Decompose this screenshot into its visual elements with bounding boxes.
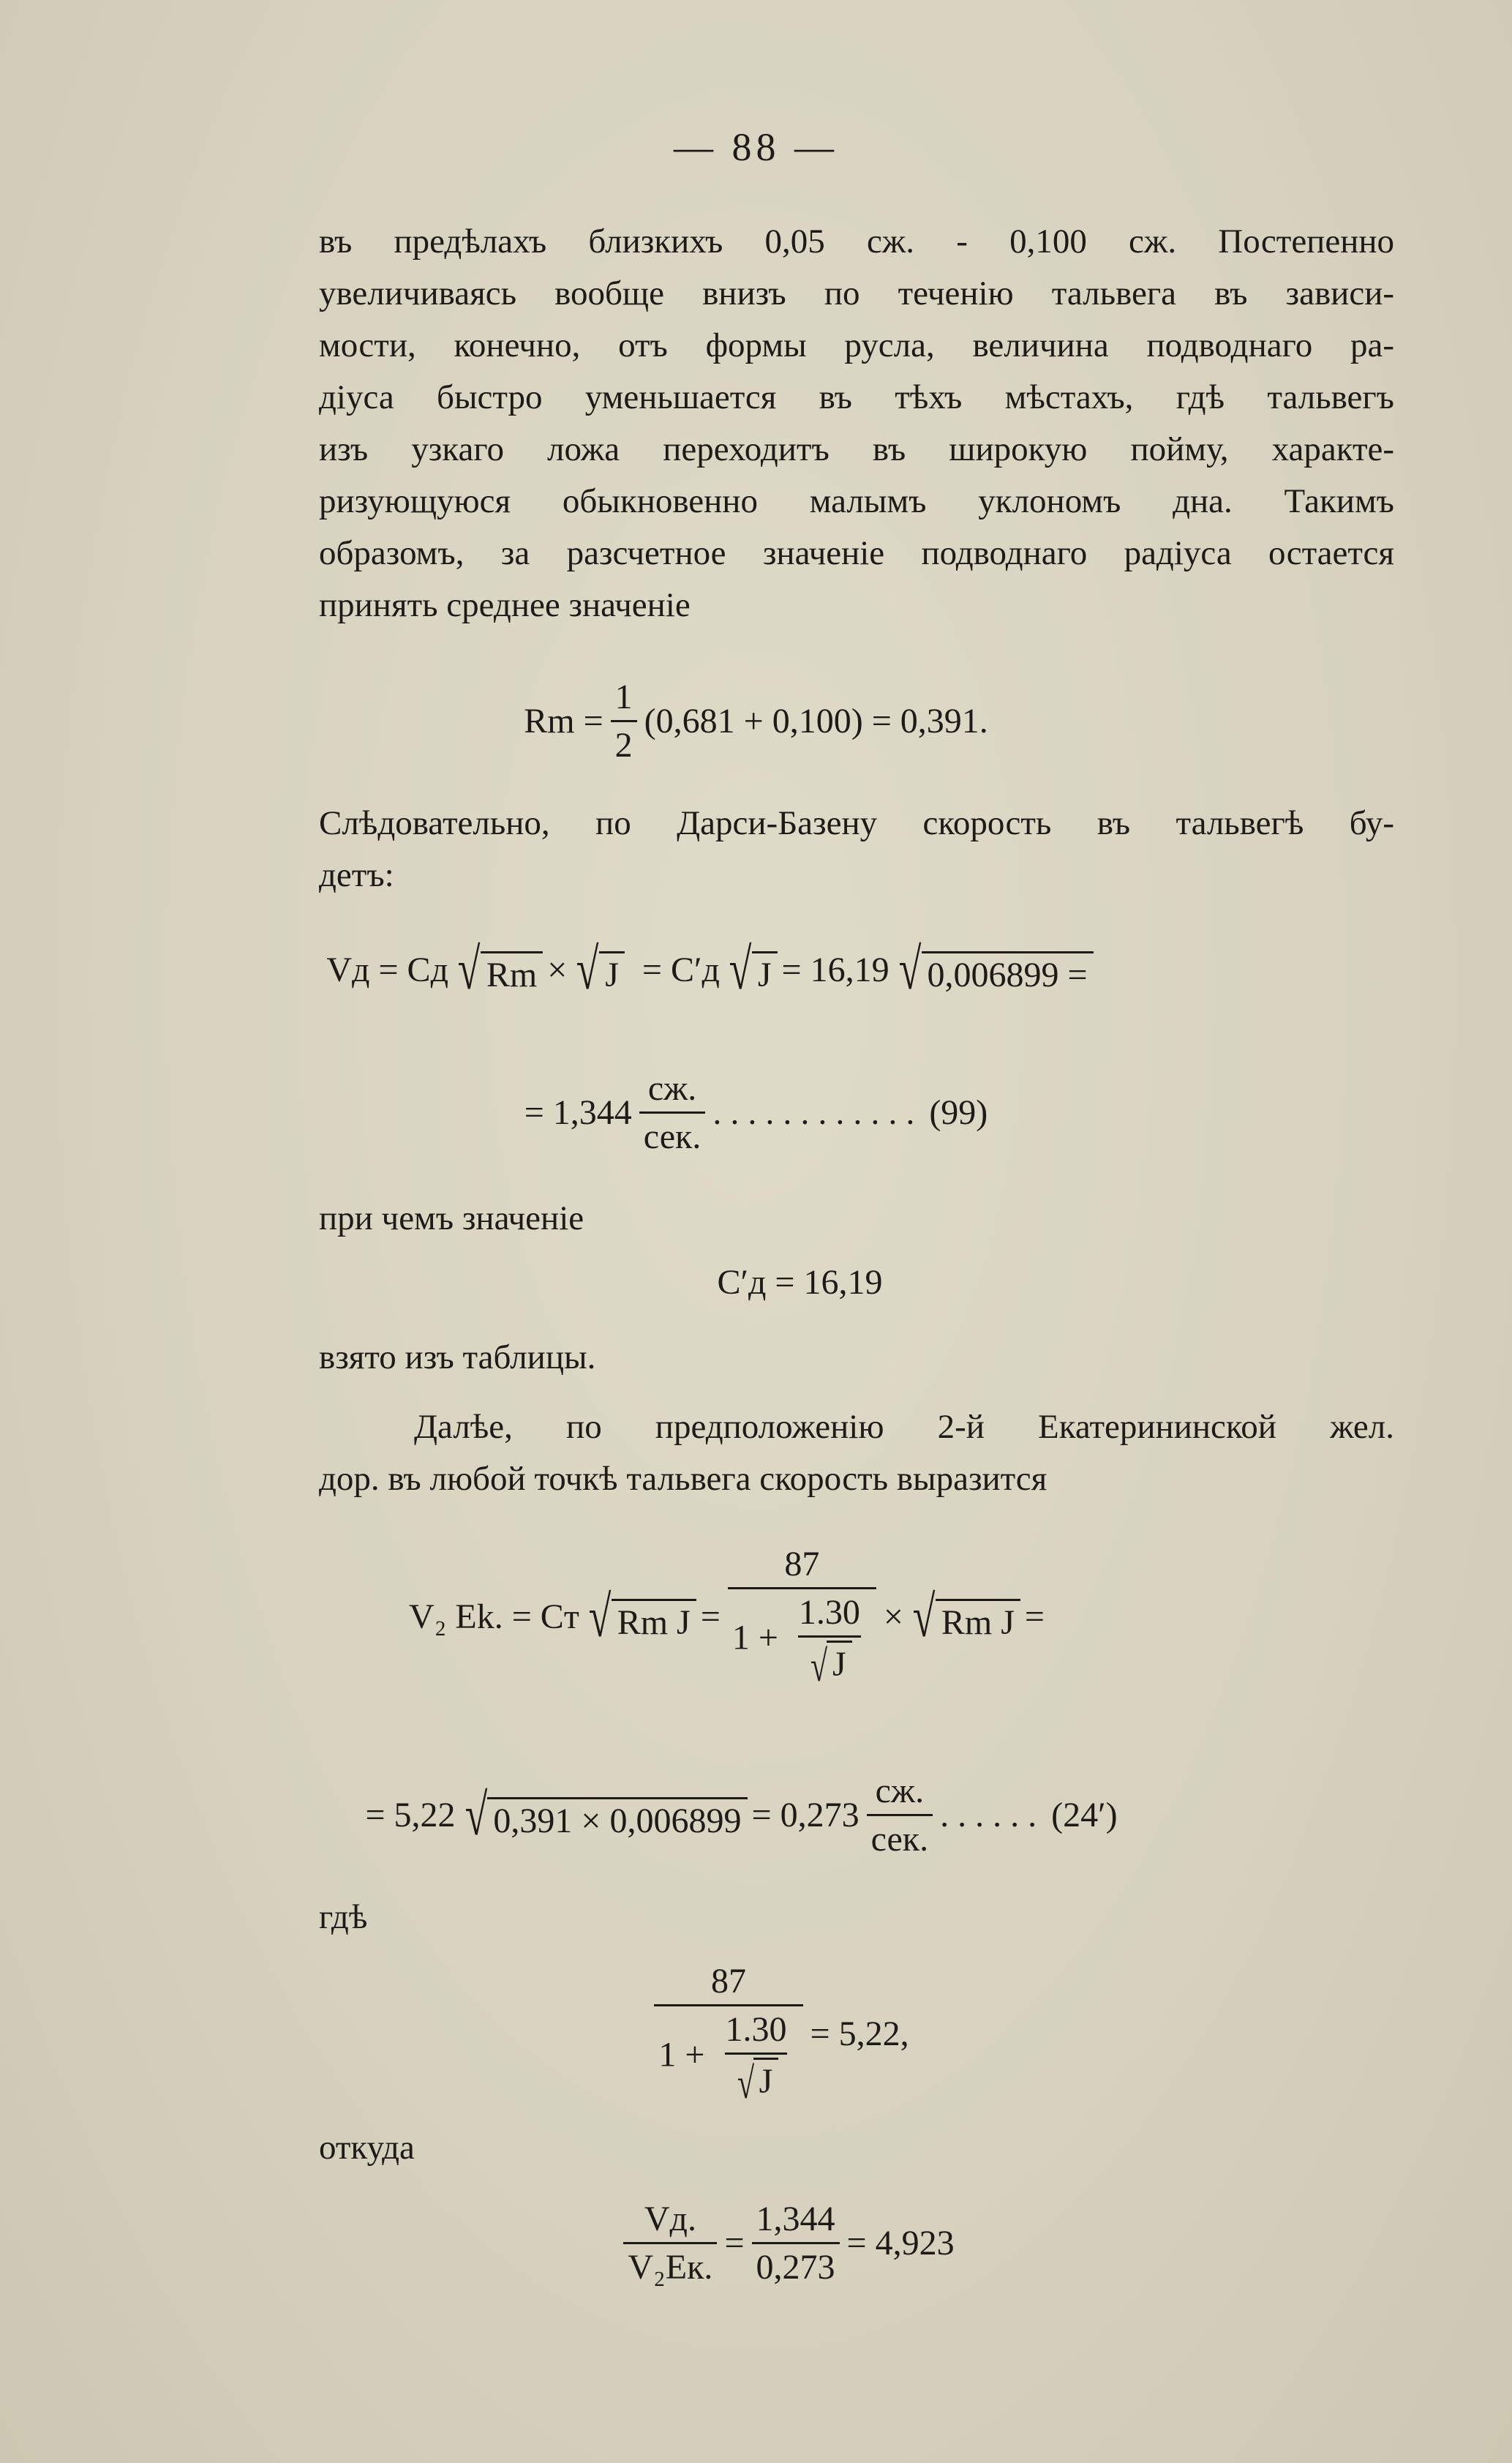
equation-24 bbox=[0, 1771, 1497, 1859]
text-line: діуса быстро уменьшается въ тѣхъ мѣстахъ, гдѣ тальвегъ bbox=[319, 378, 1394, 416]
radical-j: √ J bbox=[571, 944, 625, 995]
times-sign: × bbox=[883, 1597, 903, 1636]
equation-label: (24′) bbox=[1051, 1796, 1118, 1834]
text-line: ризующуюся обыкновенно малымъ уклономъ дна. Такимъ bbox=[319, 482, 1394, 520]
text-line: Слѣдовательно, по Дарси-Базену скорость въ тальвегѣ бу- bbox=[319, 804, 1394, 842]
text-line: Далѣе, по предположенію 2-й Екатерининской жел. bbox=[414, 1408, 1394, 1446]
eq-vd-value: = 16,19 bbox=[781, 950, 889, 989]
eq-v2-lhs: V₂ Ek. = Cт bbox=[409, 1597, 579, 1636]
radical-rmj-2: √ Rm J bbox=[908, 1592, 1020, 1643]
text-pri bbox=[319, 1193, 1394, 1245]
fraction-denominator bbox=[728, 1587, 876, 1690]
radical-arg: J bbox=[752, 951, 778, 995]
den-part: 1 + bbox=[658, 2035, 705, 2074]
equals-sign: = bbox=[700, 1597, 721, 1636]
leader-dots: . . . . . . . . . . . . bbox=[712, 1093, 915, 1132]
text-otkuda bbox=[319, 2122, 1394, 2174]
eq-ratio-rhs: = 4,923 bbox=[846, 2224, 955, 2263]
text-gde bbox=[319, 1892, 1394, 1943]
leader-dots: . . . . . . bbox=[940, 1796, 1037, 1834]
equals-sign: = bbox=[1024, 1597, 1045, 1636]
fraction-denominator: √ J bbox=[725, 2052, 788, 2107]
fraction-numerator: 87 bbox=[710, 1962, 746, 2001]
den-part: 1 + bbox=[731, 1618, 778, 1657]
fraction-numerator: 87 bbox=[784, 1545, 820, 1583]
times-sign: × bbox=[547, 950, 568, 989]
fraction-half bbox=[611, 677, 637, 765]
text-line: взято изъ таблицы. bbox=[319, 1338, 596, 1376]
paragraph-2 bbox=[319, 798, 1394, 901]
text-line: изъ узкаго ложа переходитъ въ широкую пойму, характе- bbox=[319, 430, 1394, 468]
radical-rmj: √ Rm J bbox=[584, 1592, 696, 1643]
equation-99 bbox=[0, 1068, 1512, 1157]
equation-522 bbox=[22, 1961, 1512, 2107]
fraction-denominator: V₂Ек. bbox=[623, 2242, 717, 2287]
text-vzyato bbox=[319, 1332, 1394, 1384]
fraction-inner bbox=[721, 2009, 791, 2107]
paragraph-1 bbox=[319, 216, 1394, 631]
radical-product: √ 0,391 × 0,006899 bbox=[460, 1790, 748, 1841]
fraction-numerator: Vд. bbox=[644, 2200, 696, 2238]
radical-arg: J bbox=[753, 2058, 779, 2102]
equals-sign: = bbox=[724, 2224, 745, 2263]
eq-24-lhs: = 5,22 bbox=[365, 1796, 456, 1834]
page-number: — 88 — bbox=[674, 125, 838, 169]
fraction-denominator: √ J bbox=[798, 1635, 861, 1690]
fraction-87 bbox=[728, 1544, 876, 1690]
radical-arg: 0,006899 = bbox=[922, 951, 1094, 995]
equation-ratio bbox=[29, 2199, 1512, 2287]
text-line: при чемъ значеніе bbox=[319, 1199, 584, 1237]
text-line: дор. въ любой точкѣ тальвега скорость выразится bbox=[319, 1460, 1048, 1498]
radical-arg: J bbox=[827, 1641, 852, 1684]
radical-arg: Rm J bbox=[936, 1599, 1020, 1643]
text-line: увеличиваясь вообще внизъ по теченію тальвега въ зависи- bbox=[319, 274, 1394, 312]
fraction-numerator: 1.30 bbox=[798, 1593, 860, 1632]
radical-j2: √ J bbox=[724, 944, 778, 995]
paragraph-3 bbox=[319, 1401, 1394, 1505]
fraction-numerator: 1,344 bbox=[756, 2200, 835, 2238]
eq-rm-lhs: Rm = bbox=[524, 702, 603, 741]
fraction-denominator: 2 bbox=[611, 720, 637, 765]
equation-rm bbox=[0, 677, 1512, 765]
fraction-velocity bbox=[623, 2199, 717, 2287]
fraction-denominator: 0,273 bbox=[752, 2242, 840, 2287]
fraction-units bbox=[639, 1068, 706, 1157]
eq-24-mid: = 0,273 bbox=[751, 1796, 860, 1834]
eq-vd-c: = C′д bbox=[642, 950, 720, 989]
equation-cd: C′д = 16,19 bbox=[717, 1263, 883, 1302]
eq-rm-rhs: (0,681 + 0,100) = 0,391. bbox=[644, 702, 988, 741]
eq-vd-lhs: Vд = Cд bbox=[326, 950, 448, 989]
equation-v2 bbox=[0, 1544, 1483, 1690]
fraction-values bbox=[752, 2199, 840, 2287]
radical-slope: √ 0,006899 = bbox=[894, 944, 1094, 995]
fraction-denominator: сек. bbox=[867, 1814, 933, 1859]
radical-arg: Rm J bbox=[612, 1599, 696, 1643]
radical-rm: √ Rm bbox=[453, 944, 543, 995]
text-line: откуда bbox=[319, 2129, 415, 2167]
fraction-numerator: сж. bbox=[875, 1772, 925, 1810]
fraction-numerator: сж. bbox=[647, 1069, 697, 1108]
radical-arg: J bbox=[599, 951, 625, 995]
equation-vd bbox=[0, 937, 1468, 1002]
eq-522-rhs: = 5,22, bbox=[810, 2014, 909, 2053]
fraction-numerator: 1 bbox=[614, 678, 633, 716]
radical-arg: Rm bbox=[481, 951, 543, 995]
text-line: гдѣ bbox=[319, 1898, 368, 1936]
text-line: въ предѣлахъ близкихъ 0,05 сж. - 0,100 сж. Постепенно bbox=[319, 222, 1394, 260]
eq-99-lhs: = 1,344 bbox=[524, 1093, 632, 1132]
fraction-denominator bbox=[654, 2004, 802, 2107]
fraction-inner bbox=[794, 1592, 865, 1690]
text-line: детъ: bbox=[319, 856, 394, 894]
fraction-87 bbox=[654, 1961, 802, 2107]
fraction-units bbox=[867, 1771, 933, 1859]
radical-arg: 0,391 × 0,006899 bbox=[487, 1797, 747, 1841]
fraction-numerator: 1.30 bbox=[725, 2010, 787, 2049]
fraction-denominator: сек. bbox=[639, 1111, 706, 1157]
text-line: принять среднее значеніе bbox=[319, 586, 691, 624]
text-line: образомъ, за разсчетное значеніе подводнаго радіуса остается bbox=[319, 534, 1394, 572]
equation-label: (99) bbox=[929, 1093, 988, 1132]
text-line: мости, конечно, отъ формы русла, величина подводнаго ра- bbox=[319, 326, 1394, 364]
